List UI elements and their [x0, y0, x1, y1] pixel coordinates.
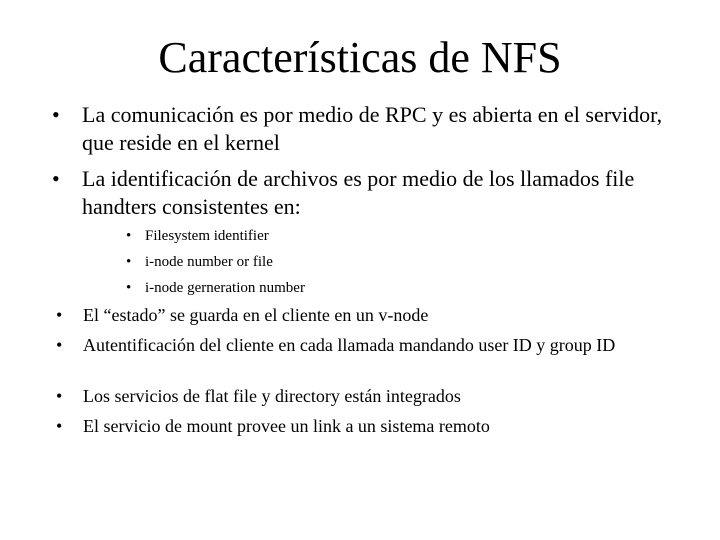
sub-list-item [126, 278, 526, 298]
list-item [56, 305, 666, 326]
list-item-text: El servicio de mount provee un link a un sistema remoto [83, 416, 490, 436]
sub-list-item-text: Filesystem identifier [145, 228, 269, 244]
sub-list-item [126, 226, 526, 246]
list-item [56, 416, 666, 437]
bullet-icon: • [56, 305, 63, 325]
bullet-icon: • [52, 102, 60, 127]
bullet-icon: • [126, 228, 132, 244]
list-item [52, 165, 672, 221]
bullet-icon: • [126, 254, 132, 270]
list-item-text: Los servicios de flat file y directory están integrados [83, 386, 461, 406]
list-item-text: La identificación de archivos es por medio de los llamados file handters consistentes en: [82, 166, 635, 219]
sub-list-item-text: i-node gerneration number [145, 280, 305, 296]
list-item [56, 386, 666, 407]
bullet-icon: • [56, 386, 63, 406]
sub-list-item-text: i-node number or file [145, 254, 273, 270]
list-item [52, 101, 672, 157]
bullet-icon: • [56, 416, 63, 436]
slide-title: Características de NFS [158, 33, 562, 82]
bullet-icon: • [52, 166, 60, 191]
list-item-text: Autentificación del cliente en cada llamada mandando user ID y group ID [83, 335, 616, 355]
list-item [56, 335, 666, 356]
list-item-text: El “estado” se guarda en el cliente en un v-node [83, 305, 429, 325]
sub-list-item [126, 252, 526, 272]
bullet-icon: • [56, 335, 63, 355]
list-item-text: La comunicación es por medio de RPC y es abierta en el servidor, que reside en el kernel [82, 102, 663, 155]
bullet-icon: • [126, 280, 132, 296]
